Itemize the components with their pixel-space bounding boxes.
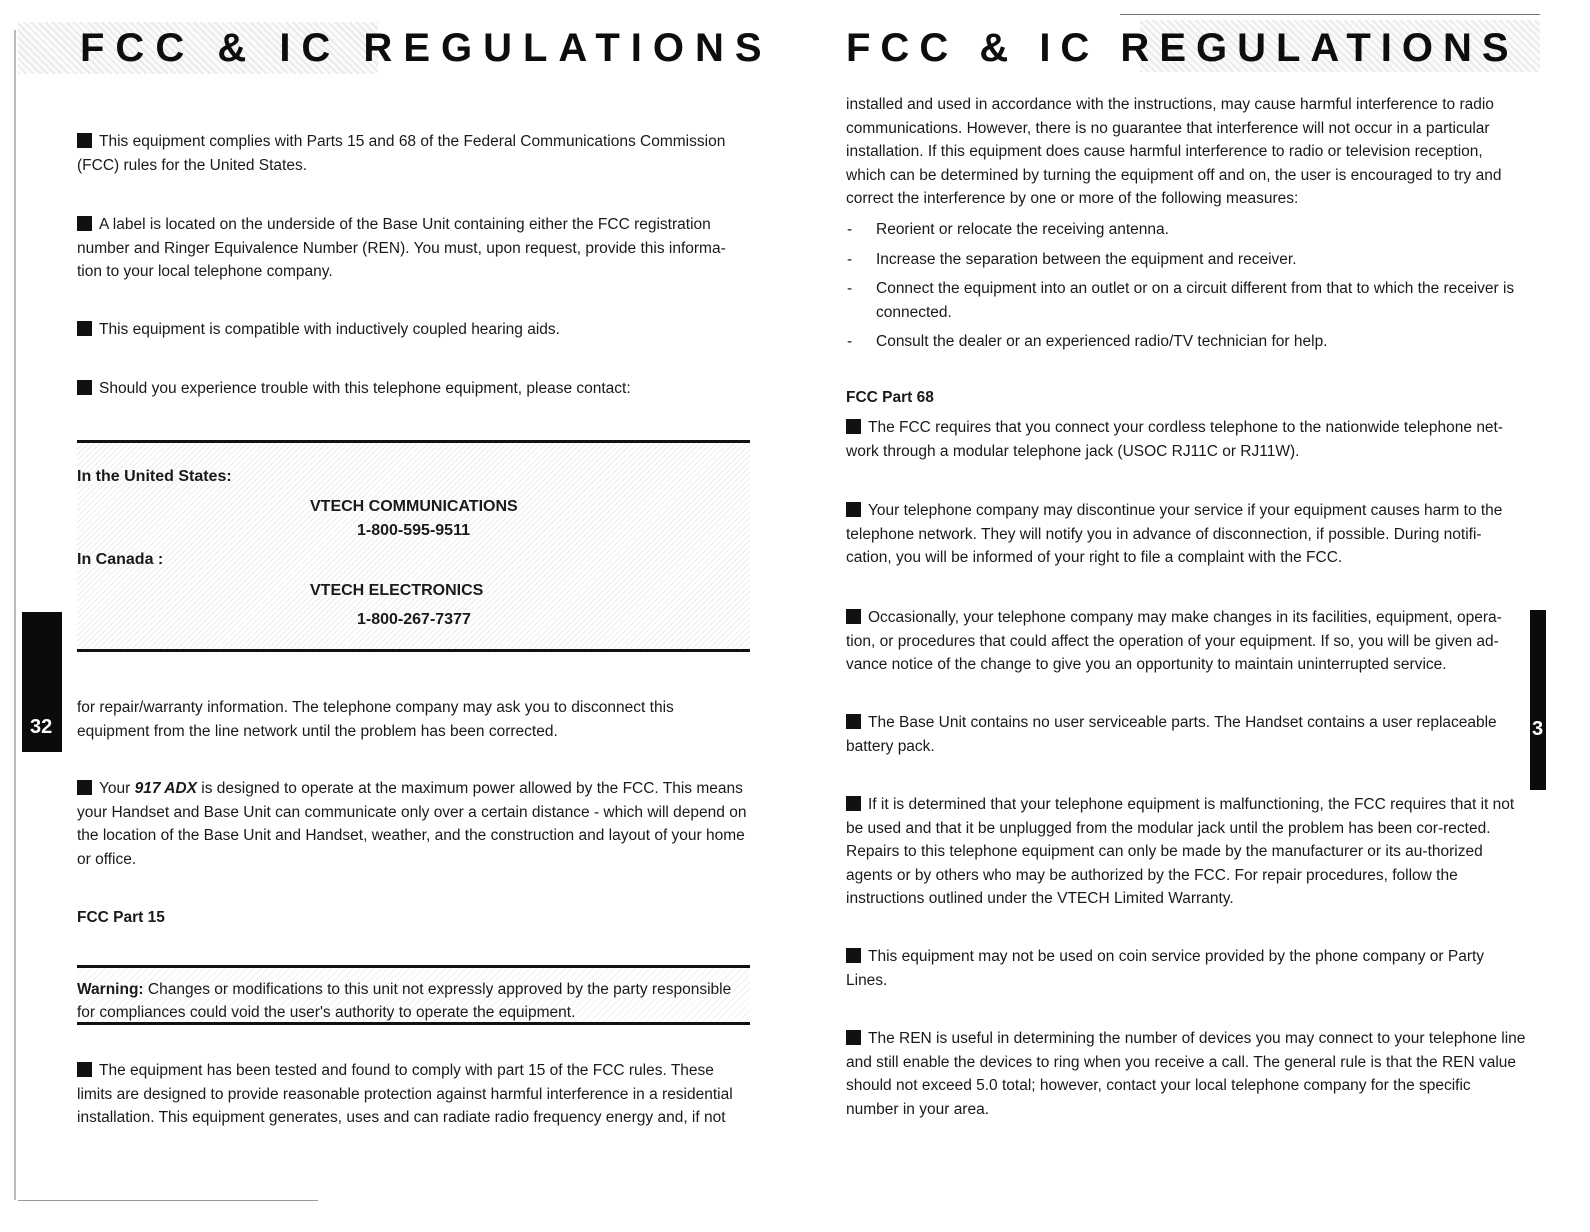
warning-label: Warning: [77,981,144,998]
fcc-part-68-heading: FCC Part 68 [846,389,934,406]
bullet-square-icon [846,796,861,811]
paragraph-coin-service: This equipment may not be used on coin service provided by the phone company or Party Lines. [846,948,1485,989]
paragraph-malfunction: If it is determined that your telephone equipment is malfunctioning, the FCC requires that it not be used and that it be unplugged from the modular jack until the problem has been cor-rected. Repairs to this telephone equipment can only be made by the manufacturer or its au-thorized agents or by others who may be authorized by the FCC. For repair procedures, follow the instructions outlined under the VTECH Limited Warranty. [846,796,1515,907]
bullet-square-icon [846,714,861,729]
paragraph-repair: for repair/warranty information. The telephone company may ask you to disconnect this equipment from the line network until the problem has been corrected. [77,699,674,740]
bullet-square-icon [846,419,861,434]
paragraph-power: Your 917 ADX is designed to operate at the maximum power allowed by the FCC. This means your Handset and Base Unit can communicate only over a certain distance - which will depend on the location of the Base Unit and Handset, weather, and the construction and layout of your home or office. [77,780,747,868]
page-number: 3 [1532,718,1544,740]
bullet-square-icon [77,216,92,231]
warning-text: Warning: Changes or modifications to this unit not expressly approved by the party responsible for compliances could void the user's authority to operate the equipment. [77,981,732,1021]
bullet-square-icon [77,780,92,795]
page-title: FCC & IC REGULATIONS [80,26,773,70]
paragraph-hearing-aids: This equipment is compatible with inductively coupled hearing aids. [77,318,747,342]
warning-box [77,965,750,1025]
paragraph-label: A label is located on the underside of the Base Unit containing either the FCC registration number and Ringer Equivalence Number (REN). You must, upon request, provide this informa-tion to your local telephone company. [77,216,726,280]
us-phone: 1-800-595-9511 [357,522,470,539]
page-number-tab [22,612,62,752]
spine-line [14,30,16,1200]
bullet-square-icon [77,321,92,336]
paragraph-changes: Occasionally, your telephone company may make changes in its facilities, equipment, opera-tion, or procedures that could affect the operation of your equipment. If so, you will be given ad-vance notice of the change to give you an opportunity to maintain uninterrupted service. [846,609,1502,673]
us-label: In the United States: [77,468,232,485]
paragraph-discontinue: Your telephone company may discontinue your service if your equipment causes harm to the telephone network. They will notify you in advance of disconnection, if possible. During notifi-cation, you will be informed of your right to file a complaint with the FCC. [846,502,1503,566]
paragraph-compliance: This equipment complies with Parts 15 and 68 of the Federal Communications Commission (FCC) rules for the United States. [77,133,726,174]
paragraph-tested: The equipment has been tested and found to comply with part 15 of the FCC rules. These limits are designed to provide reasonable protection against harmful interference in a residential installation. This equipment generates, uses and can radiate radio frequency energy and, if not [77,1062,733,1126]
bullet-square-icon [846,502,861,517]
us-company: VTECH COMMUNICATIONS [310,498,518,515]
paragraph-contact: Should you experience trouble with this telephone equipment, please contact: [77,377,747,401]
canada-label: In Canada : [77,551,164,568]
list-item: - Consult the dealer or an experienced radio/TV technician for help. [847,330,1527,354]
canada-company: VTECH ELECTRONICS [310,582,484,599]
paragraph-ren: The REN is useful in determining the number of devices you may connect to your telephone line and still enable the devices to ring when you receive a call. The general rule is that the REN value should not exceed 5.0 total; however, contact your local telephone company for the specific number in your area. [846,1030,1526,1118]
bullet-square-icon [846,948,861,963]
page-number-tab [1530,610,1546,790]
page-title: FCC & IC REGULATIONS [846,26,1519,70]
canada-phone: 1-800-267-7377 [357,611,471,628]
bullet-square-icon [77,133,92,148]
paragraph-modular-jack: The FCC requires that you connect your cordless telephone to the nationwide telephone net-work through a modular telephone jack (USOC RJ11C or RJ11W). [846,419,1504,460]
bullet-square-icon [77,1062,92,1077]
bullet-square-icon [846,1030,861,1045]
fcc-part-15-heading: FCC Part 15 [77,909,165,926]
list-item: - Connect the equipment into an outlet or on a circuit different from that to which the receiver is connected. [847,277,1527,324]
top-rule [1120,14,1540,15]
bullet-square-icon [846,609,861,624]
bullet-square-icon [77,380,92,395]
model-name: 917 ADX [134,780,197,797]
list-item: - Increase the separation between the equipment and receiver. [847,248,1527,272]
page-number: 32 [30,716,53,738]
bottom-rule [18,1200,318,1201]
list-item: - Reorient or relocate the receiving antenna. [847,218,1527,242]
paragraph-continued: installed and used in accordance with the instructions, may cause harmful interference to radio communications. However, there is no guarantee that interference will not occur in a particular installation. If this equipment does cause harmful interference to radio or television reception, which can be determined by turning the equipment off and on, the user is encouraged to try and correct the interference by one or more of the following measures: [846,96,1502,207]
paragraph-serviceable: The Base Unit contains no user serviceable parts. The Handset contains a user replaceable battery pack. [846,714,1497,755]
right-page [800,0,1590,1232]
measures-list [847,218,1527,360]
contact-box [77,440,750,652]
